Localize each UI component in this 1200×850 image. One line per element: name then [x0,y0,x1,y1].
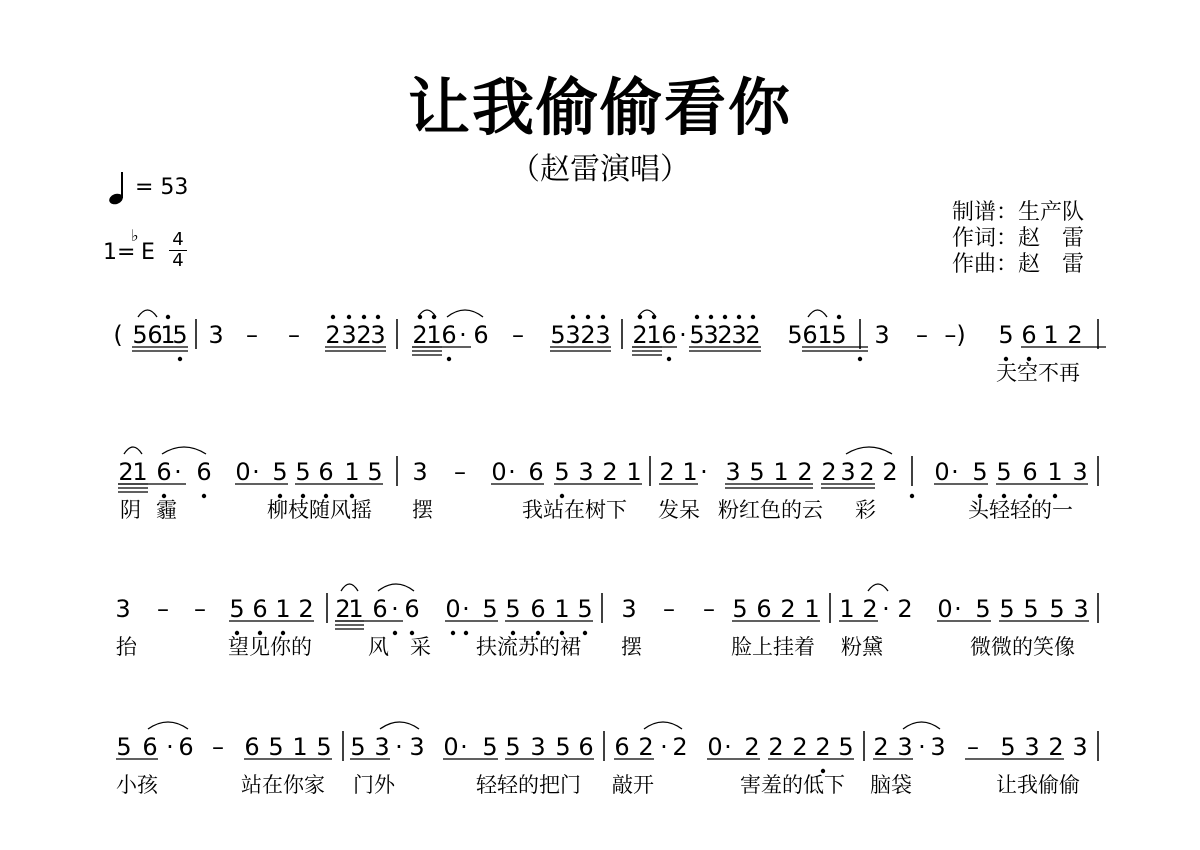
note: 5 [555,733,571,761]
octave-dot-high [418,315,422,319]
note: 5 [975,595,991,623]
octave-dot-high [837,315,841,319]
note: 2 [659,458,675,486]
note: 2 [412,321,428,349]
augmentation-dot: · [951,458,959,486]
note: 3 [115,595,131,623]
dash-mark: – [212,733,224,761]
note: 5 [229,595,245,623]
lyric: 风 [368,635,389,659]
note: 0 [445,595,461,623]
dash-mark: – [663,595,675,623]
octave-dot-high [601,315,605,319]
note: 5 [1049,595,1065,623]
octave-dot-high [586,315,590,319]
note: 3 [874,321,890,349]
note: 6 [244,733,260,761]
octave-dot-high [362,315,366,319]
note: ( [113,321,123,349]
note: 5 [295,458,311,486]
octave-dot-high [695,315,699,319]
note: 2 [768,733,784,761]
slur [846,447,892,454]
note: 0 [707,733,723,761]
dash-mark: – [246,321,258,349]
note: 6 [178,733,194,761]
note: 1 [839,595,855,623]
lyric: 抬 [116,635,137,659]
octave-dot-low [393,631,397,635]
lyric: 脑袋 [870,773,912,797]
augmentation-dot: · [918,733,926,761]
note: 2 [580,321,596,349]
dash-mark: – [703,595,715,623]
octave-dot-high [737,315,741,319]
lyric: 彩 [855,498,876,522]
note: 5 [838,733,854,761]
note: 2 [873,733,889,761]
lyric: 天空不再 [996,361,1080,385]
note: 1 [646,321,662,349]
lyric: 霾 [156,498,177,522]
slur [644,722,682,729]
dash-mark: – [194,595,206,623]
score-line [115,584,1098,659]
score-line [116,722,1098,797]
note: 5 [116,733,132,761]
note: 6 [196,458,212,486]
octave-dot-high [751,315,755,319]
note: 5 [831,321,847,349]
note: 2 [325,321,341,349]
augmentation-dot: · [679,321,687,349]
note: 3 [341,321,357,349]
lyric: 小孩 [116,773,158,797]
augmentation-dot: · [391,595,399,623]
note: 5 [787,321,803,349]
note: 1 [554,595,570,623]
credit-lyricist: 作词：赵 雷 [952,226,1085,251]
note: 6 [661,321,677,349]
dash-mark: – [157,595,169,623]
lyric: 扶流苏的裙 [476,635,581,659]
note: 6 [156,458,172,486]
note: 5 [996,458,1012,486]
note: 5 [268,733,284,761]
note: 6 [1021,321,1037,349]
octave-dot-low [667,357,671,361]
note: 2 [897,595,913,623]
dash-mark: – [916,321,928,349]
note: 6 [441,321,457,349]
augmentation-dot: · [252,458,260,486]
note: 3 [530,733,546,761]
key-prefix: 1= [103,240,136,265]
note: 3 [840,458,856,486]
note: 3 [370,321,386,349]
note: 3 [1072,458,1088,486]
octave-dot-low [583,631,587,635]
note: 2 [638,733,654,761]
note: 2 [118,458,134,486]
note: 1 [1047,458,1063,486]
note: 2 [862,595,878,623]
note: 1 [344,458,360,486]
octave-dot-low [451,631,455,635]
lyric: 我站在树下 [522,498,627,522]
note: 5 [554,458,570,486]
flat-sign: ♭ [131,226,139,245]
note: 3 [930,733,946,761]
note: 5 [367,458,383,486]
note: 2 [821,458,837,486]
tempo-value: = 53 [135,175,189,200]
note: 3 [897,733,913,761]
octave-dot-high [723,315,727,319]
song-title: 让我偷偷看你 [407,71,792,144]
note: 6 [142,733,158,761]
note: 6 [802,321,818,349]
slur [341,584,358,591]
note: 6 [528,458,544,486]
augmentation-dot: · [459,321,467,349]
note: 6 [614,733,630,761]
note: 6 [756,595,772,623]
augmentation-dot: · [460,733,468,761]
note: 2 [356,321,372,349]
augmentation-dot: · [660,733,668,761]
note: 5 [749,458,765,486]
note: 0 [235,458,251,486]
octave-dot-high [166,315,170,319]
lyric: 敲开 [612,773,654,797]
slur [138,310,157,317]
note: 3 [703,321,719,349]
octave-dot-high [347,315,351,319]
note: 2 [298,595,314,623]
note: 6 [147,321,163,349]
octave-dot-low [858,357,862,361]
octave-dot-low [910,494,914,498]
dash-mark: – [967,733,979,761]
note: 3 [409,733,425,761]
time-denominator: 4 [172,250,184,271]
note: 5 [689,321,705,349]
note: 1 [1043,321,1059,349]
slur [903,722,940,729]
octave-dot-low [447,357,451,361]
note: 1 [682,458,698,486]
note: 3 [595,321,611,349]
dash-mark: – [454,458,466,486]
lyric: 粉黛 [841,635,883,659]
augmentation-dot: · [174,458,182,486]
note: 6 [473,321,489,349]
octave-dot-high [376,315,380,319]
note: 3 [565,321,581,349]
lyric: 粉红色的云 [718,498,823,522]
augmentation-dot: · [882,595,890,623]
note: 1 [817,321,833,349]
note: 0 [491,458,507,486]
note: 2 [672,733,688,761]
note: 1 [426,321,442,349]
note: 5 [505,595,521,623]
note: 3 [1024,733,1040,761]
lyric: 脸上挂着 [731,635,815,659]
octave-dot-high [652,315,656,319]
octave-dot-low [178,357,182,361]
note: 5 [505,733,521,761]
note: 2 [1048,733,1064,761]
augmentation-dot: · [954,595,962,623]
note: 2 [745,321,761,349]
note: 2 [602,458,618,486]
slur [868,584,888,591]
octave-dot-low [464,631,468,635]
note: 5 [550,321,566,349]
octave-dot-high [331,315,335,319]
augmentation-dot: · [700,458,708,486]
lyric: 阴 [120,498,141,522]
lyric: 望见你的 [228,635,312,659]
note: 3 [208,321,224,349]
note: 3 [578,458,594,486]
augmentation-dot: · [166,733,174,761]
note: 0 [937,595,953,623]
note: 1 [773,458,789,486]
slur [148,722,188,729]
note: 2 [717,321,733,349]
note: 6 [578,733,594,761]
note: 3 [731,321,747,349]
augmentation-dot: · [508,458,516,486]
key-tonic: E [141,240,155,265]
slur [380,722,419,729]
lyric: 害羞的低下 [740,773,845,797]
note: 5 [1023,595,1039,623]
note: 2 [744,733,760,761]
note: 2 [859,458,875,486]
note: 6 [530,595,546,623]
note: 6 [252,595,268,623]
note: –) [944,321,966,349]
lyric: 采 [410,635,431,659]
note: 5 [132,321,148,349]
lyric: 站在你家 [241,773,325,797]
lyric: 摆 [621,635,642,659]
octave-dot-high [709,315,713,319]
slur [378,584,414,591]
lyric: 微微的笑像 [970,635,1075,659]
note: 6 [372,595,388,623]
note: 0 [443,733,459,761]
note: 5 [1000,733,1016,761]
note: 5 [732,595,748,623]
note: 2 [792,733,808,761]
octave-dot-high [638,315,642,319]
note: 5 [972,458,988,486]
octave-dot-high [432,315,436,319]
note: 1 [292,733,308,761]
note: 1 [160,321,176,349]
note: 5 [482,733,498,761]
note: 2 [882,458,898,486]
note: 1 [348,595,364,623]
note: 1 [132,458,148,486]
song-subtitle: （赵雷演唱） [510,152,690,187]
note: 3 [374,733,390,761]
note: 6 [318,458,334,486]
lyric: 头轻轻的一 [968,498,1073,522]
note: 3 [621,595,637,623]
note: 2 [632,321,648,349]
lyric: 门外 [353,773,395,797]
score-line [113,310,1106,385]
note: 2 [815,733,831,761]
note: 5 [350,733,366,761]
note: 2 [780,595,796,623]
note: 5 [272,458,288,486]
lyric: 让我偷偷 [996,773,1080,797]
credit-arranger: 制谱：生产队 [952,200,1085,225]
note: 2 [1067,321,1083,349]
note: 6 [404,595,420,623]
note: 5 [316,733,332,761]
lyric: 轻轻的把门 [476,773,581,797]
slur [808,310,827,317]
note: 5 [998,321,1014,349]
lyric: 摆 [412,498,433,522]
score-line [118,447,1098,522]
note: 1 [275,595,291,623]
note: 1 [626,458,642,486]
note: 2 [335,595,351,623]
note: 3 [1073,595,1089,623]
note: 6 [1022,458,1038,486]
slur [124,447,142,454]
note: 5 [482,595,498,623]
slur [162,447,206,454]
dash-mark: – [288,321,300,349]
time-numerator: 4 [172,229,184,250]
augmentation-dot: · [724,733,732,761]
dash-mark: – [512,321,524,349]
augmentation-dot: · [395,733,403,761]
octave-dot-high [571,315,575,319]
note: 3 [725,458,741,486]
augmentation-dot: · [462,595,470,623]
note: 5 [999,595,1015,623]
note: 0 [934,458,950,486]
lyric: 柳枝随风摇 [267,498,372,522]
note: 1 [804,595,820,623]
note: 5 [577,595,593,623]
note: 2 [797,458,813,486]
octave-dot-low [202,494,206,498]
lyric: 发呆 [658,498,700,522]
note: 5 [172,321,188,349]
note: 3 [1072,733,1088,761]
credit-composer: 作曲：赵 雷 [952,252,1085,277]
note: 3 [412,458,428,486]
slur [447,310,483,317]
